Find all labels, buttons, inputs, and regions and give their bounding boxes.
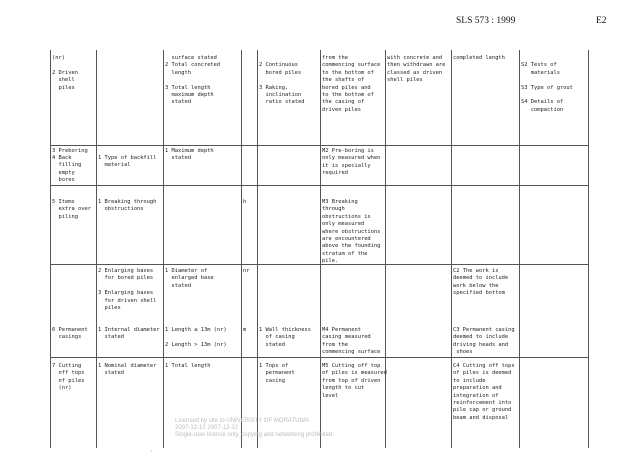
row0-coverage: completed length: [453, 55, 505, 61]
scan-speck: ·: [150, 448, 154, 455]
row6-measurement-rule: M5 Cutting off top of piles is measured from top of driven length to cut level: [322, 363, 387, 399]
row3-feature: 1 Breaking through obstructions: [98, 199, 157, 213]
standard-code: SLS 573 : 1999: [456, 16, 516, 26]
row2-feature: 1 Type of backfill material: [98, 155, 157, 169]
row3-item: 5 Items extra over piling: [52, 199, 91, 220]
row5-unit: m: [243, 327, 247, 333]
row0-measure: surface stated 2 Total concreted length 3 Total length maximum depth stated: [165, 55, 221, 106]
row4-feature: 2 Enlarging bases for bored piles 3 Enlarging bases for driven shell piles: [98, 268, 157, 312]
row5-supplementary: 1 Wall thickness of casing stated: [259, 327, 311, 348]
row5-measure: 1 Length ≤ 13m (nr) 2 Length > 13m (nr): [165, 327, 227, 348]
row5-coverage: C3 Permanent casing deemed to include driving heads and shoes: [453, 327, 515, 356]
row5-feature: 1 Internal diameter stated: [98, 327, 160, 341]
row0-supplementary: 2 Continuous bored piles 3 Raking, inclination ratio stated: [259, 62, 305, 106]
row2-item: 4 Back filling empty bores: [52, 155, 82, 184]
row6-feature: 1 Nominal diameter stated: [98, 363, 157, 377]
row1-measurement-rule: M2 Pre-boring is only measured when it is specially required: [322, 148, 381, 177]
row5-measurement-rule: M4 Permanent casing measured from the commencing surface: [322, 327, 381, 356]
row5-item: 6 Permanent casings: [52, 327, 88, 341]
row3-unit: h: [243, 199, 247, 205]
section-code: E2: [596, 16, 607, 26]
row1-item: 3 Preboring: [52, 148, 88, 154]
row0-item: (nr) 2 Driven shell piles: [52, 55, 78, 91]
row6-item: 7 Cutting off tops of piles (nr): [52, 363, 85, 392]
row1-measure: 1 Maximum depth stated: [165, 148, 214, 162]
row6-coverage: C4 Cutting off tops of piles is deemed to include preparation and integration of reinforcement into pile cap or ground beam and disposal: [453, 363, 515, 421]
row0-supplementary-info: S2 Tests of materials S3 Type of grout S4 Details of compaction: [521, 62, 573, 113]
row0-definition: with concrete and then withdrawn are classed as driven shell piles: [387, 55, 446, 84]
row4-coverage: C2 The work is deemed to include work below the specified bottom: [453, 268, 509, 297]
row4-measure: 1 Diameter of enlarged base stated: [165, 268, 214, 289]
row6-measure: 1 Total length: [165, 363, 211, 369]
row0-measurement-rule: from the commencing surface to the bottom of the shafts of bored piles and to the bottom of the casing of driven piles: [322, 55, 381, 113]
licence-watermark: Licensed by site to UNIVERSITY OF MORATUWA 2007-12-12 2007-12-12 Single-user licence only, copying and networking prohibited.: [175, 418, 334, 438]
row4-unit: nr: [243, 268, 250, 274]
row6-supplementary: 1 Tops of permanent casing: [259, 363, 295, 384]
row3-measurement-rule: M3 Breaking through obstructions is only measured where obstructions are encountered above the founding stratum of the pile.: [322, 199, 381, 265]
